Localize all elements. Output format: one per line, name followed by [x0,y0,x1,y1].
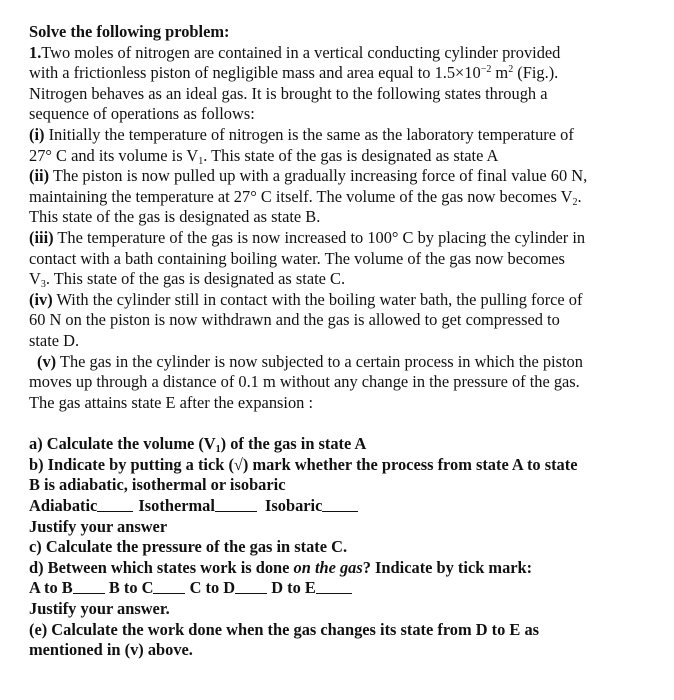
option-b-to-c: B to C [108,578,154,598]
step-ii-line-1: (ii) The piston is now pulled up with a gradually increasing force of final value 60 N, [29,166,588,186]
process-options [29,496,654,517]
step-iv-label: (iv) [29,289,53,309]
d-to-e-blank[interactable] [316,579,352,594]
step-i-label: (i) [29,124,45,144]
step-iv-line-2: 60 N on the piston is now withdrawn and the gas is allowed to get compressed to [29,310,560,330]
step-iii-label: (iii) [29,227,54,247]
question-b-line-2: B is adiabatic, isothermal or isobaric [29,475,286,495]
step-iii-line-1: (iii) The temperature of the gas is now increased to 100° C by placing the cylinder in [29,227,586,247]
emphasis-on-the-gas: on the gas [293,557,363,577]
a-to-b-blank[interactable] [73,579,105,594]
b-to-c-blank[interactable] [153,579,185,594]
adiabatic-blank[interactable] [97,497,133,512]
step-v-line-3: The gas attains state E after the expansion : [29,392,314,412]
step-iii-line-3: $V_3$. This state of the gas is designated as state C. [29,269,346,291]
question-e-line-1: (e) Calculate the work done when the gas changes its state from D to E as [29,619,540,639]
state-options [29,578,654,599]
option-a-to-b: A to B [29,578,73,598]
option-d-to-e: D to E [271,578,316,598]
step-iv-line-1: (iv) With the cylinder still in contact with the boiling water bath, the pulling force of [29,289,583,309]
isothermal-blank[interactable] [215,497,257,512]
step-v-line-1: (v) The gas in the cylinder is now subjected to a certain process in which the piston [37,351,583,371]
step-iv-line-3: state D. [29,330,80,350]
step-v-line-2: moves up through a distance of 0.1 m without any change in the pressure of the gas. [29,372,580,392]
question-d: d) Between which states work is done on the gas? Indicate by tick mark: [29,557,533,577]
step-i-line-1: (i) Initially the temperature of nitrogen is the same as the laboratory temperature of [29,124,574,144]
step-v-label: (v) [37,351,57,371]
intro-line-4: sequence of operations as follows: [29,104,255,124]
option-adiabatic: Adiabatic [29,496,98,516]
step-i-line-2: 27° C and its volume is $V_1$. This state of the gas is designated as state A [29,145,499,167]
option-isobaric: Isobaric [265,496,323,516]
question-c: c) Calculate the pressure of the gas in state C. [29,537,348,557]
isobaric-blank[interactable] [322,497,358,512]
step-ii-line-2: maintaining the temperature at 27° C itself. The volume of the gas now becomes $V_2$. [29,186,582,208]
option-c-to-d: C to D [189,578,236,598]
question-a: a) Calculate the volume $(V_1)$ of the gas in state A [29,434,367,456]
problem-number: 1. [29,42,42,62]
spacer [29,413,654,434]
justify-answer-1: Justify your answer [29,516,168,536]
justify-answer-2: Justify your answer. [29,599,170,619]
option-isothermal: Isothermal [138,496,215,516]
intro-line-1: 1.Two moles of nitrogen are contained in a vertical conducting cylinder provided [29,42,561,62]
step-ii-line-3: This state of the gas is designated as state B. [29,207,321,227]
heading: Solve the following problem: [29,22,230,41]
step-iii-line-2: contact with a bath containing boiling water. The volume of the gas now becomes [29,248,565,268]
c-to-d-blank[interactable] [235,579,267,594]
intro-line-2: with a frictionless piston of negligible mass and area equal to $1.5\times 10^{-2}$ $m^2$ (Fig.). [29,63,559,83]
question-e-line-2: mentioned in (v) above. [29,640,193,660]
step-ii-label: (ii) [29,166,50,186]
question-b-line-1: b) Indicate by putting a tick (√) mark whether the process from state A to state [29,454,578,474]
intro-line-3: Nitrogen behaves as an ideal gas. It is brought to the following states through a [29,83,548,103]
